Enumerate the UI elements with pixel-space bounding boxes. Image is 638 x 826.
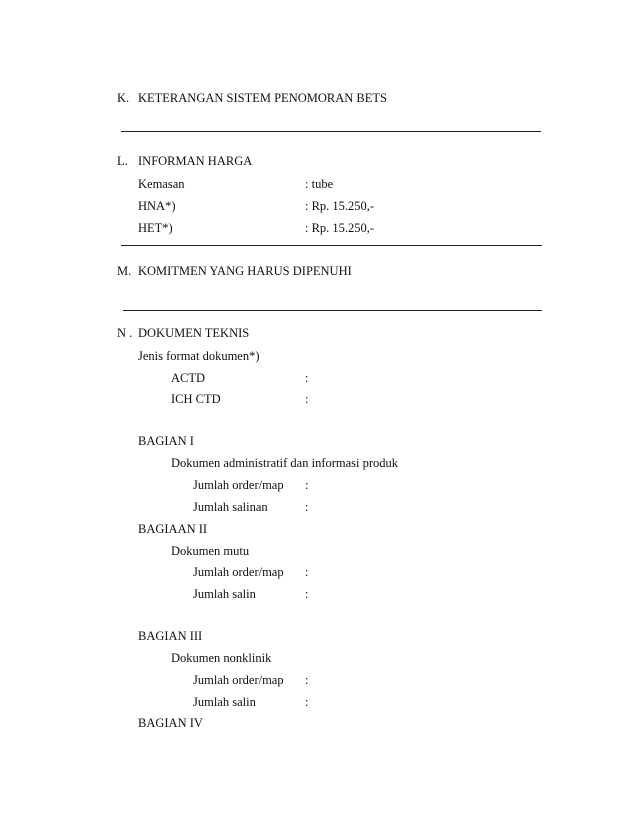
part-row-value: : — [305, 500, 309, 514]
part-heading: BAGIAN IV — [138, 716, 203, 730]
format-option-label: ACTD — [171, 371, 206, 385]
part-heading: BAGIAAN II — [138, 522, 208, 536]
section-l-title: INFORMAN HARGA — [138, 154, 253, 168]
price-row-value: : Rp. 15.250,- — [305, 221, 375, 235]
part-row-label: Jumlah order/map — [193, 565, 284, 579]
part-row-label: Jumlah order/map — [193, 673, 284, 687]
section-l-divider — [121, 245, 542, 246]
part-subheading: Dokumen mutu — [171, 544, 250, 558]
section-l-marker: L. — [117, 154, 128, 168]
price-row-label: Kemasan — [138, 177, 185, 191]
section-k-divider — [121, 131, 541, 132]
price-row-label: HET*) — [138, 221, 173, 235]
format-option-value: : — [305, 392, 309, 406]
price-row-value: : tube — [305, 177, 334, 191]
section-m-marker: M. — [117, 264, 132, 278]
section-n-title: DOKUMEN TEKNIS — [138, 326, 250, 340]
section-m-divider — [123, 310, 542, 311]
part-row-value: : — [305, 587, 309, 601]
section-m-title: KOMITMEN YANG HARUS DIPENUHI — [138, 264, 352, 278]
part-subheading: Dokumen administratif dan informasi produk — [171, 456, 399, 470]
price-row-label: HNA*) — [138, 199, 176, 213]
format-option-label: ICH CTD — [171, 392, 221, 406]
part-row-label: Jumlah salinan — [193, 500, 268, 514]
format-option-value: : — [305, 371, 309, 385]
part-heading: BAGIAN III — [138, 629, 203, 643]
section-k-title: KETERANGAN SISTEM PENOMORAN BETS — [138, 91, 387, 105]
format-label: Jenis format dokumen*) — [138, 349, 260, 363]
part-row-value: : — [305, 673, 309, 687]
part-subheading: Dokumen nonklinik — [171, 651, 272, 665]
part-row-value: : — [305, 565, 309, 579]
price-row-value: : Rp. 15.250,- — [305, 199, 375, 213]
part-row-label: Jumlah salin — [193, 695, 256, 709]
part-row-value: : — [305, 478, 309, 492]
section-k-marker: K. — [117, 91, 130, 105]
section-n-marker: N . — [117, 326, 133, 340]
part-row-label: Jumlah salin — [193, 587, 256, 601]
part-row-value: : — [305, 695, 309, 709]
part-row-label: Jumlah order/map — [193, 478, 284, 492]
part-heading: BAGIAN I — [138, 434, 194, 448]
